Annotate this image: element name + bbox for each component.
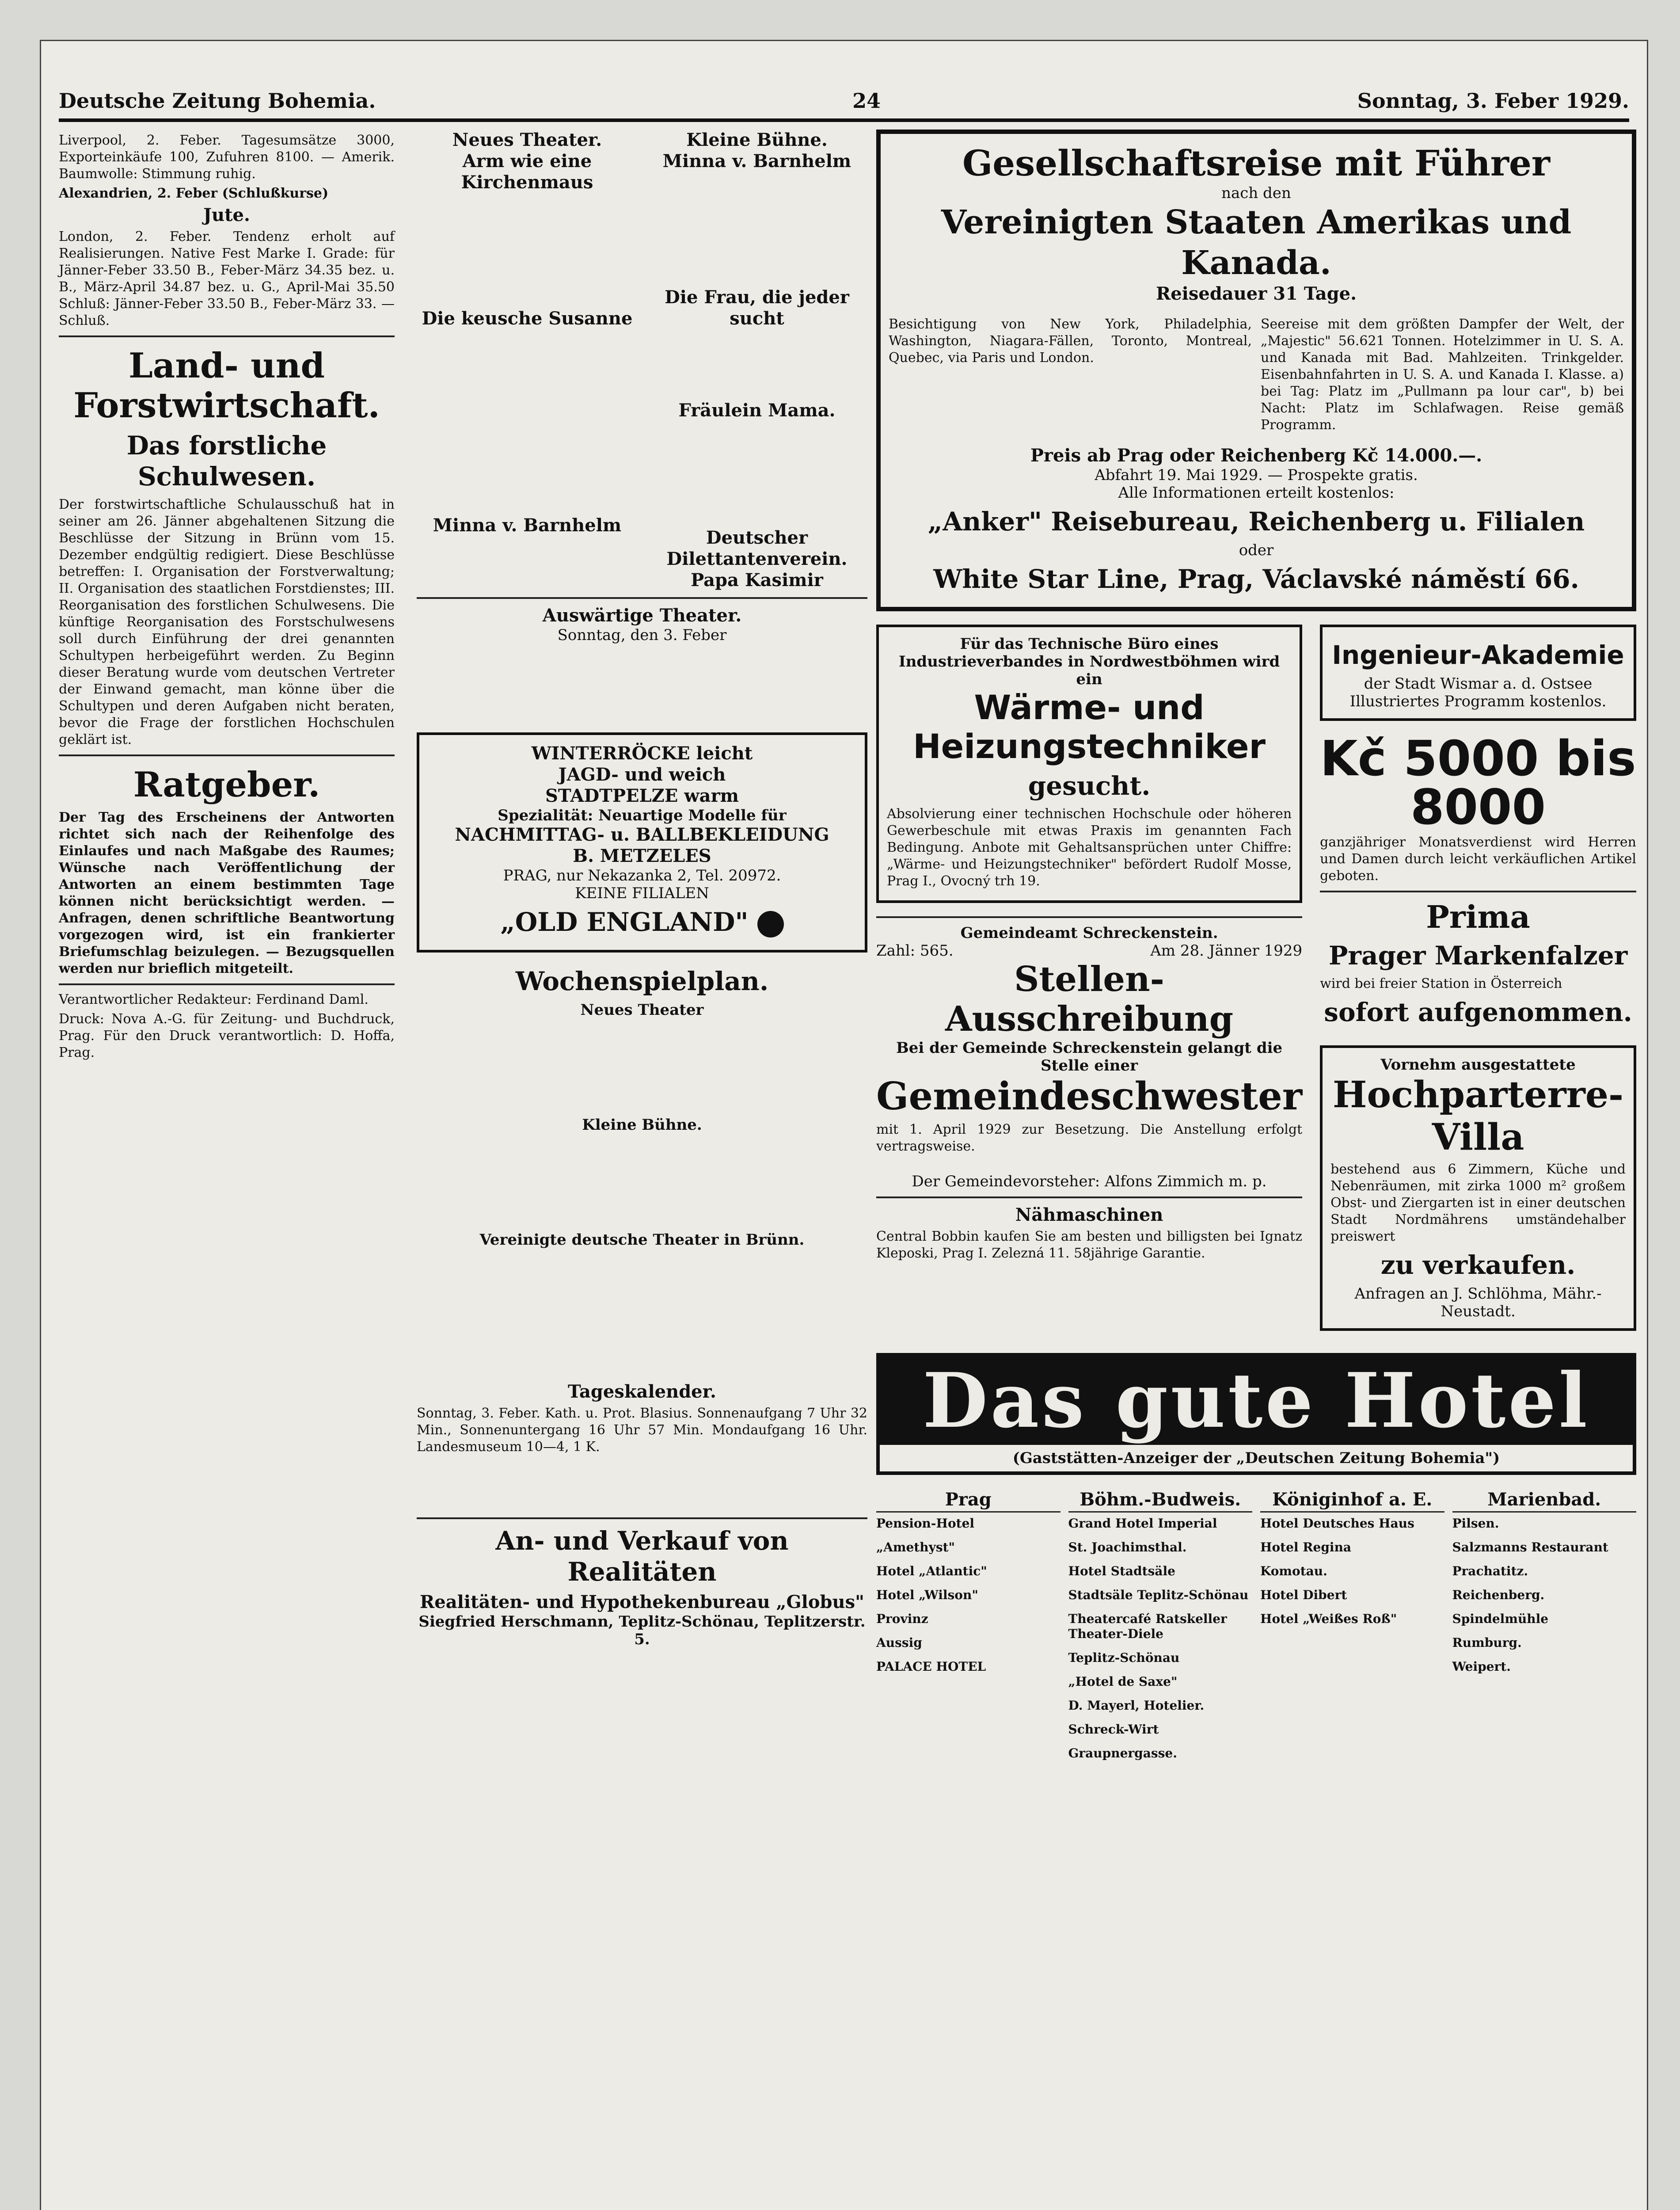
reise-nach: nach den: [1221, 184, 1291, 202]
column-right: [876, 130, 1636, 1770]
market-report: Liverpool, 2. Feber. Tagesumsätze 3000, Exporteinkäufe 100, Zufuhren 8100. — Amerik. Baumwolle: Stimmung ruhig.: [59, 133, 395, 182]
play-fraeulein-mama: Fräulein Mama.: [678, 400, 836, 421]
prima-title: Prima: [1426, 899, 1530, 935]
hotel-entry: Stadtsäle Teplitz-Schönau: [1068, 1588, 1249, 1602]
hotel-entry: Schreck-Wirt: [1068, 1722, 1159, 1737]
prima-sub: Prager Markenfalzer: [1328, 941, 1628, 971]
naehm-text: Central Bobbin kaufen Sie am besten und billigsten bei Ignatz Kleposki, Prag I. Zelezná 11. 58jährige Garantie.: [876, 1229, 1303, 1261]
ad-line: STADTPELZE warm: [545, 785, 739, 806]
hotel-entry: Hotel Dibert: [1260, 1588, 1347, 1602]
hotel-entry: Hotel „Wilson": [876, 1588, 978, 1602]
reise-ad: [876, 130, 1636, 611]
hotel-entry: Salzmanns Restaurant: [1452, 1540, 1608, 1555]
hotel-column: [1452, 1488, 1637, 1770]
hotel-entry: Theatercafé Ratskeller Theater-Diele: [1068, 1612, 1227, 1641]
waerme-text: Absolvierung einer technischen Hochschule oder höheren Gewerbeschule mit etwas Praxis im genannten Fach Bedingung. Anbote mit Gehaltsansprüchen unter Chiffre: „Wärme- und Heizungstechniker" befördert Rudolf Mosse, Prag I., Ovocný trh 19.: [887, 806, 1292, 889]
reise-title: Gesellschaftsreise mit Führer: [962, 142, 1551, 184]
footer-druck: Druck: Nova A.-G. für Zeitung- und Buchdruck, Prag. Für den Druck verantwortlich: D. Hoffa, Prag.: [59, 1011, 395, 1060]
ing-sub: der Stadt Wismar a. d. Ostsee: [1364, 675, 1593, 693]
divider: [876, 916, 1302, 918]
reise-info: Alle Informationen erteilt kostenlos:: [1118, 484, 1395, 502]
hotel-entry: Hotel „Atlantic": [876, 1564, 987, 1578]
gemeinde-zahl: Zahl: 565.: [876, 942, 954, 960]
ad-line: B. METZELES: [573, 846, 711, 866]
schwester-sign: Der Gemeindevorsteher: Alfons Zimmich m. p.: [912, 1173, 1267, 1190]
play-frau: Die Frau, die jeder sucht: [665, 287, 849, 329]
kc-headline: Kč 5000 bis 8000: [1320, 730, 1636, 835]
ad-old-england: „OLD ENGLAND": [500, 907, 749, 937]
hotel-entry: Hotel Stadtsäle: [1068, 1564, 1175, 1578]
schwester-text: mit 1. April 1929 zur Besetzung. Die Anstellung erfolgt vertragsweise.: [876, 1122, 1303, 1154]
stellen-sub: Bei der Gemeinde Schreckenstein gelangt die Stelle einer: [896, 1039, 1283, 1075]
verein-title: Deutscher Dilettantenverein.: [666, 527, 848, 569]
header-title: Deutsche Zeitung Bohemia.: [59, 89, 376, 113]
villa-contact: Anfragen an J. Schlöhma, Mähr.-Neustadt.: [1354, 1285, 1602, 1320]
newspaper-page: [40, 40, 1648, 2210]
ing-small: Illustriertes Programm kostenlos.: [1349, 693, 1607, 710]
ad-line: Spezialität: Neuartige Modelle für: [498, 807, 787, 824]
auswaertige-title: Auswärtige Theater.: [542, 605, 742, 626]
prima-big: sofort aufgenommen.: [1324, 997, 1632, 1027]
villa-big: zu verkaufen.: [1380, 1250, 1576, 1280]
reise-oder: oder: [1239, 541, 1274, 559]
hotel-entry: „Hotel de Saxe": [1068, 1674, 1178, 1689]
schwester-title: Gemeindeschwester: [876, 1074, 1303, 1119]
waerme-ad: [876, 625, 1302, 903]
hotel-entry: Komotau.: [1260, 1564, 1327, 1578]
wochen-sub: Neues Theater: [580, 1001, 704, 1019]
hotel-section: [876, 1353, 1636, 1475]
ingenieur-ad: [1320, 625, 1636, 721]
hotel-column: [876, 1488, 1060, 1770]
realitaeten-title: An- und Verkauf von Realitäten: [495, 1526, 789, 1587]
villa-ad: [1320, 1045, 1636, 1331]
waerme-title: Wärme- und Heizungstechniker: [913, 688, 1266, 766]
hotel-entry: PALACE HOTEL: [876, 1659, 986, 1674]
reise-left: Besichtigung von New York, Philadelphia, Washington, Niagara-Fällen, Toronto, Montreal, Quebec, via Paris und London.: [889, 316, 1252, 366]
hotel-entry: Hotel Deutsches Haus: [1260, 1516, 1414, 1531]
theater-kleine-play: Minna v. Barnhelm: [662, 151, 851, 171]
divider: [59, 754, 395, 756]
hotel-entry: Grand Hotel Imperial: [1068, 1516, 1217, 1531]
reise-price: Preis ab Prag oder Reichenberg Kč 14.000.—.: [1030, 445, 1482, 466]
divider: [876, 1196, 1302, 1198]
hotel-entry: „Amethyst": [876, 1540, 955, 1555]
play-minna-2: Minna v. Barnhelm: [433, 515, 622, 536]
wochenspielplan-title: Wochenspielplan.: [515, 966, 769, 996]
divider: [59, 335, 395, 337]
alexandrien-title: Alexandrien, 2. Feber (Schlußkurse): [59, 186, 329, 201]
hotel-entry: Weipert.: [1452, 1659, 1511, 1674]
hotel-entry: Reichenberg.: [1452, 1588, 1545, 1602]
hotel-subtitle: (Gaststätten-Anzeiger der „Deutschen Zeitung Bohemia"): [1012, 1449, 1500, 1467]
kleine-sub: Kleine Bühne.: [582, 1116, 702, 1134]
hotel-entry: St. Joachimsthal.: [1068, 1540, 1187, 1555]
reise-anker: „Anker" Reisebureau, Reichenberg u. Filialen: [927, 507, 1585, 537]
hotel-entry: Hotel Regina: [1260, 1540, 1352, 1555]
gemeinde-date: Am 28. Jänner 1929: [1150, 942, 1303, 960]
jute-text: London, 2. Feber. Tendenz erholt auf Realisierungen. Native Fest Marke I. Grade: für Jänner-Feber 33.50 B., Feber-März 34.35 bez. u. B., März-April 34.87 bez. u. G., April-Mai 35.50 Schluß: Jänner-Feber 33.50 B., Feber-März 33. — Schluß.: [59, 229, 395, 328]
verein-play: Papa Kasimir: [691, 570, 823, 591]
gemeinde-title: Gemeindeamt Schreckenstein.: [960, 924, 1218, 942]
hotel-column-title: Marienbad.: [1452, 1488, 1637, 1513]
hotel-entry: Spindelmühle: [1452, 1612, 1549, 1626]
play-susanne: Die keusche Susanne: [422, 308, 633, 329]
villa-pre: Vornehm ausgestattete: [1380, 1056, 1576, 1074]
villa-title: Hochparterre-Villa: [1333, 1074, 1624, 1158]
article-title: Das forstliche Schulwesen.: [126, 431, 327, 492]
ratgeber-title: Ratgeber.: [133, 765, 320, 805]
header-date: Sonntag, 3. Feber 1929.: [1357, 89, 1629, 113]
reise-countries: Vereinigten Staaten Amerikas und Kanada.: [941, 203, 1572, 282]
ing-title: Ingenieur-Akademie: [1332, 640, 1624, 670]
hotel-entry: Prachatitz.: [1452, 1564, 1528, 1578]
prima-text: wird bei freier Station in Österreich: [1320, 976, 1562, 991]
article-body: Der forstwirtschaftliche Schulausschuß hat in seiner am 26. Jänner abgehaltenen Sitzung die Beschlüsse der Sitzung in Brünn vom 15. Dezember endgültig redigiert. Diese Beschlüsse betreffen: I. Organisation der Forstverwaltung; II. Organisation des staatlichen Forstdienstes; III. Reorganisation des forstlichen Schulwesens. Die künftige Reorganisation des Forstschulwesens soll durch Einführung der drei genannten Schultypen herbeigeführt werden. Zu Beginn dieser Beratung wurde vom deutschen Vertreter der Einwand gemacht, man könne über die Schultypen und deren Aufgaben nicht beraten, bevor die Frage der forstlichen Hochschulen geklärt ist.: [59, 497, 395, 747]
hotel-column-title: Prag: [876, 1488, 1060, 1513]
jute-title: Jute.: [203, 205, 250, 225]
theater-neues-title: Neues Theater.: [452, 130, 602, 150]
realitaeten-name: Siegfried Herschmann, Teplitz-Schönau, Teplitzerstr. 5.: [418, 1613, 866, 1648]
waerme-intro: Für das Technische Büro eines Industrieverbandes in Nordwestböhmen wird ein: [898, 635, 1280, 688]
divider: [417, 597, 867, 599]
realitaeten-text: Realitäten- und Hypothekenbureau „Globus": [420, 1592, 864, 1612]
auswaertige-date: Sonntag, den 3. Feber: [557, 626, 727, 644]
hotel-entry: Pension-Hotel: [876, 1516, 975, 1531]
divider: [1320, 891, 1636, 892]
divider: [417, 1517, 867, 1519]
hotel-entry: Pilsen.: [1452, 1516, 1499, 1531]
hotel-entry: Rumburg.: [1452, 1635, 1522, 1650]
ad-line: PRAG, nur Nekazanka 2, Tel. 20972.: [503, 867, 781, 884]
kc-text: ganzjähriger Monatsverdienst wird Herren und Damen durch leicht verkäuflichen Artikel geboten.: [1320, 834, 1636, 884]
hotel-directory: [876, 1488, 1636, 1770]
reise-right: Seereise mit dem größten Dampfer der Welt, der „Majestic" 56.621 Tonnen. Hotelzimmer in U. S. A. und Kanada mit Bad. Mahlzeiten. Trinkgelder. Eisenbahnfahrten in U. S. A. und Kanada I. Klasse. a) bei Tag: Platz im „Pullmann pa lour car", b) bei Nacht: Platz im Schlafwagen. Reise gemäß Programm.: [1261, 316, 1624, 433]
hotel-entry: Graupnergasse.: [1068, 1746, 1177, 1760]
villa-text: bestehend aus 6 Zimmern, Küche und Nebenräumen, mit zirka 1000 m² großem Obst- und Ziergarten ist in einer deutschen Stadt Nordmährens umständehalber preiswert: [1330, 1162, 1626, 1244]
theater-listings: [417, 130, 867, 591]
column-left: [59, 130, 395, 1064]
ad-line: WINTERRÖCKE leicht: [531, 743, 753, 764]
reise-abfahrt: Abfahrt 19. Mai 1929. — Prospekte gratis.: [1095, 466, 1418, 484]
tageskalender-title: Tageskalender.: [568, 1381, 716, 1402]
stellen-title: Stellen-Ausschreibung: [945, 959, 1234, 1039]
waerme-gesucht: gesucht.: [1028, 771, 1151, 801]
ratgeber-text: Der Tag des Erscheinens der Antworten richtet sich nach der Reihenfolge des Einlaufes und nach Maßgabe des Raumes; Wünsche nach Veröffentlichung der Antworten an einem bestimmten Tage können nicht berücksichtigt werden. — Anfragen, denen schriftliche Beantwortung vorgezogen wird, ist ein frankierter Briefumschlag beizulegen. — Bezugsquellen werden nur brieflich mitgeteilt.: [59, 810, 395, 976]
hotel-column: [1260, 1488, 1444, 1770]
hotel-title: Das gute Hotel: [880, 1356, 1633, 1445]
page-header: [59, 83, 1629, 122]
hotel-entry: D. Mayerl, Hotelier.: [1068, 1698, 1205, 1713]
ad-line: NACHMITTAG- u. BALLBEKLEIDUNG: [455, 824, 829, 845]
hotel-column-title: Böhm.-Budweis.: [1068, 1488, 1253, 1513]
hotel-entry: Provinz: [876, 1612, 928, 1626]
ad-line: JAGD- und weich: [558, 764, 726, 785]
column-middle: [417, 130, 867, 1648]
reise-white-star: White Star Line, Prag, Václavské náměstí 66.: [933, 564, 1579, 594]
naehm-title: Nähmaschinen: [1015, 1204, 1163, 1225]
hotel-entry: Hotel „Weißes Roß": [1260, 1612, 1397, 1626]
tageskalender-text: Sonntag, 3. Feber. Kath. u. Prot. Blasius. Sonnenaufgang 7 Uhr 32 Min., Sonnenuntergang 16 Uhr 57 Min. Mondaufgang 16 Uhr. Landesmuseum 10—4, 1 K.: [417, 1406, 867, 1455]
ad-line: KEINE FILIALEN: [575, 884, 709, 902]
metzeles-ad: [417, 732, 867, 953]
theater-neues-play: Arm wie eine Kirchenmaus: [461, 151, 593, 193]
section-title: Land- und Forstwirtschaft.: [73, 346, 380, 426]
theater-kleine-title: Kleine Bühne.: [686, 130, 828, 150]
page-number: 24: [852, 89, 881, 113]
hotel-entry: Teplitz-Schönau: [1068, 1650, 1180, 1665]
footer-redakteur: Verantwortlicher Redakteur: Ferdinand Daml.: [59, 992, 369, 1007]
brunn-title: Vereinigte deutsche Theater in Brünn.: [479, 1231, 805, 1249]
decorative-dot: [757, 911, 784, 937]
reise-dauer: Reisedauer 31 Tage.: [1155, 283, 1357, 304]
hotel-entry: Aussig: [876, 1635, 922, 1650]
hotel-column: [1068, 1488, 1253, 1770]
hotel-column-title: Königinhof a. E.: [1260, 1488, 1444, 1513]
divider: [59, 983, 395, 985]
